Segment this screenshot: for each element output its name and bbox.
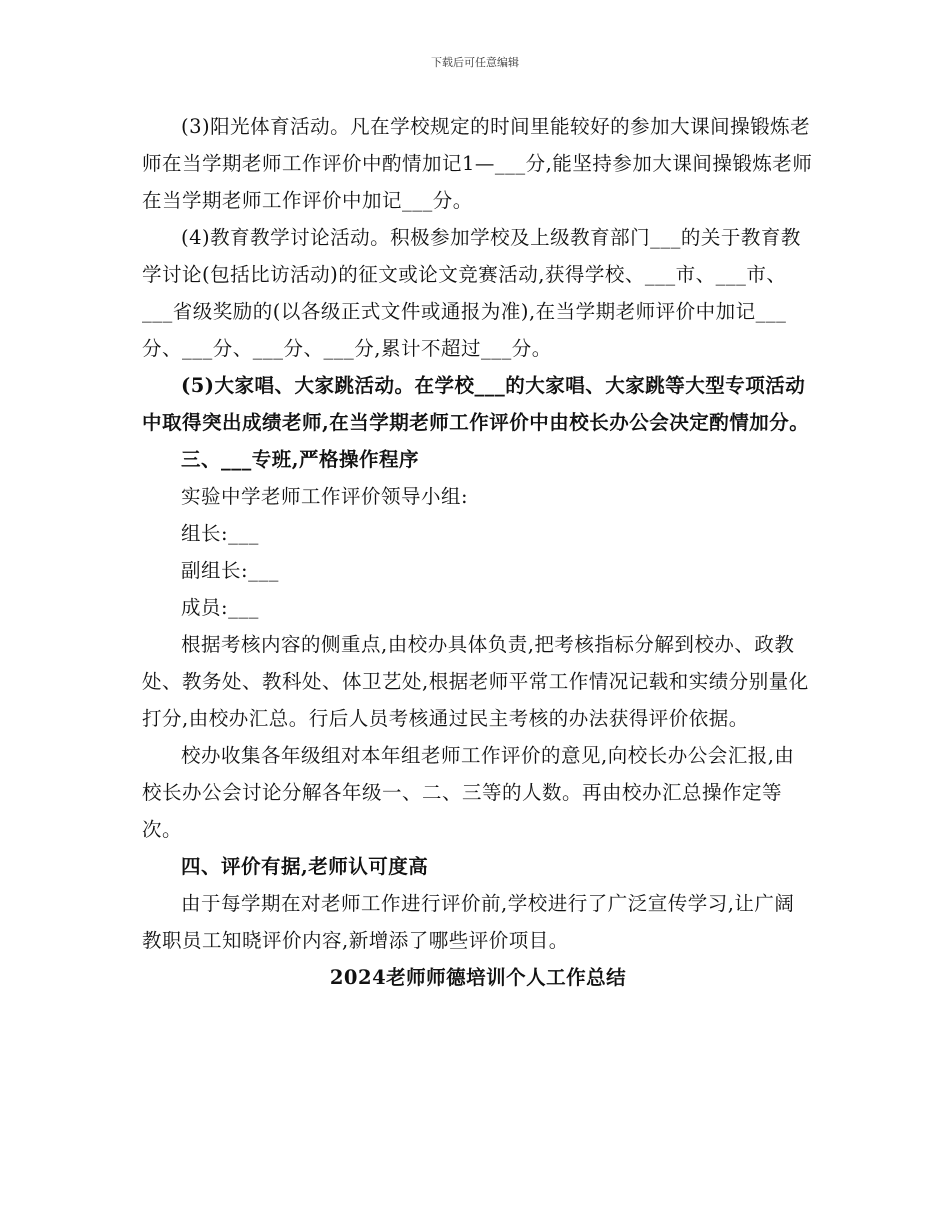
group-leader: 组长:___ [181,522,259,545]
paragraph-singing-dancing: (5)大家唱、大家跳活动。在学校___的大家唱、大家跳等大型专项活动中取得突出成绩老师,在当学期老师工作评价中由校长办公会决定酌情加分。 [142,374,810,434]
paragraph-assessment-process: 根据考核内容的侧重点,由校办具体负责,把考核指标分解到校办、政教处、教务处、教科处、体卫艺处,根据老师平常工作情况记载和实绩分别量化打分,由校办汇总。行后人员考核通过民主考核的办法获得评价依据。 [142,633,809,730]
group-title: 实验中学老师工作评价领导小组: [181,485,469,508]
paragraph-teaching-research: (4)教育教学讨论活动。积极参加学校及上级教育部门___的关于教育教学讨论(包括比访活动)的征文或论文竞赛活动,获得学校、___市、___市、___省级奖励的(以各级正式文件或通报为准),在当学期老师评价中加记___分、___分、___分、___分,累计不超过___分。 [142,226,801,360]
section-heading-four: 四、评价有据,老师认可度高 [181,855,429,878]
paragraph-evaluation-basis: 由于每学期在对老师工作进行评价前,学校进行了广泛宣传学习,让广阔教职员工知晓评价内容,新增添了哪些评价项目。 [142,892,795,952]
next-document-title: 2024老师师德培训个人工作总结 [329,966,627,989]
paragraph-sunshine-sports: (3)阳光体育活动。凡在学校规定的时间里能较好的参加大课间操锻炼老师在当学期老师工作评价中酌情加记1—___分,能坚持参加大课间操锻炼老师在当学期老师工作评价中加记___分。 [142,115,813,212]
page-header: 下载后可任意编辑 [431,56,519,69]
group-members: 成员:___ [181,596,259,619]
section-heading-three: 三、___专班,严格操作程序 [181,448,420,471]
group-vice-leader: 副组长:___ [181,559,279,582]
document-body [142,108,814,996]
paragraph-grade-collection: 校办收集各年级组对本年组老师工作评价的意见,向校长办公会汇报,由校长办公会讨论分解各年级一、二、三等的人数。再由校办汇总操作定等次。 [142,744,795,841]
